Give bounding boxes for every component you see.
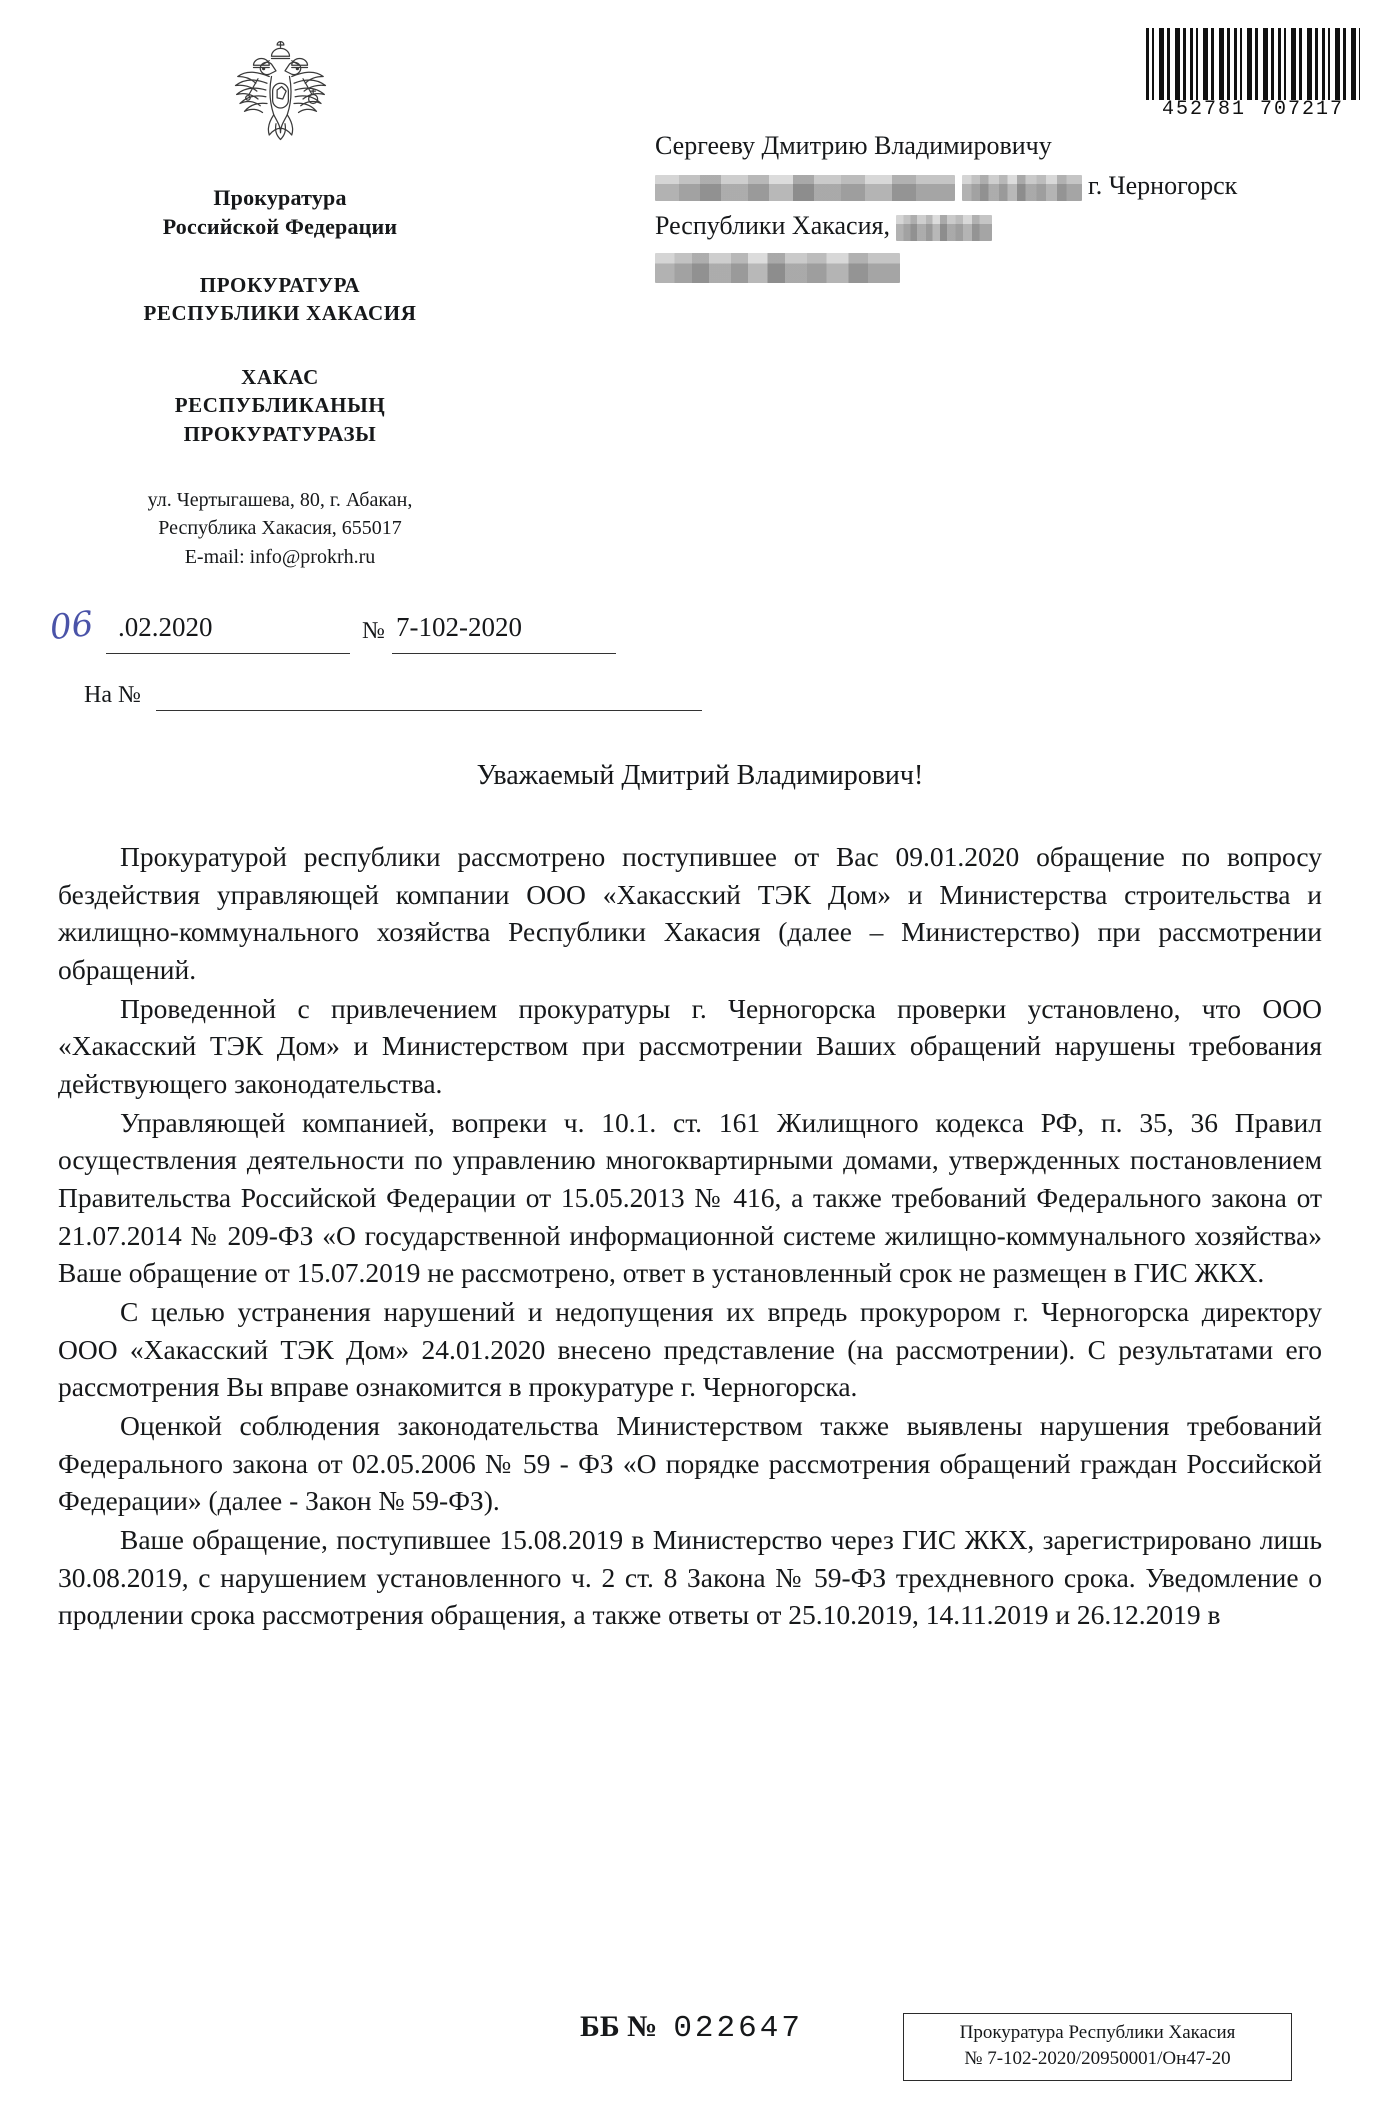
document-date: .02.2020 — [118, 612, 213, 642]
letterhead-address — [60, 486, 500, 572]
recipient-address-line1 — [655, 166, 1295, 206]
letterhead-rf-line2: Российской Федерации — [162, 214, 398, 240]
barcode-digits: 452781 707217 — [1161, 98, 1345, 121]
redacted-address-part4 — [655, 253, 900, 283]
barcode-bars — [1146, 28, 1360, 100]
form-number-digits: 022647 — [673, 2011, 803, 2046]
russian-coat-of-arms-icon — [213, 36, 348, 171]
letterhead-region-line2: РЕСПУБЛИКИ ХАКАСИЯ — [143, 301, 417, 326]
letterhead-khakas-line1: ХАКАС — [241, 365, 319, 390]
reference-label: На № — [84, 682, 141, 708]
recipient-address-line3 — [655, 246, 1295, 286]
form-number-prefix: ББ № — [580, 2010, 658, 2043]
letterhead-khakas-line3: ПРОКУРАТУРАЗЫ — [183, 421, 377, 446]
stamp-line1: Прокуратура Республики Хакасия — [959, 2022, 1236, 2043]
recipient-block — [655, 126, 1295, 286]
body-paragraph-5: Оценкой соблюдения законодательства Министерством также выявлены нарушения требований Федерального закона от 02.05.2006 № 59 - ФЗ «О порядке рассмотрения обращений граждан Российской Федерации» (далее - Закон № 59-ФЗ). — [58, 1410, 1322, 1517]
letterhead-region — [60, 271, 500, 327]
registration-stamp — [903, 2013, 1292, 2081]
number-label: № — [362, 618, 385, 644]
document-number: 7-102-2020 — [396, 612, 522, 642]
body-paragraph-6: Ваше обращение, поступившее 15.08.2019 в Министерство через ГИС ЖКХ, зарегистрировано лишь 30.08.2019, с нарушением установленного ч. 2 ст. 8 Закона № 59-ФЗ трехдневного срока. Уведомление о продлении срока рассмотрения обращения, а также ответы от 25.10.2019, 14.11.2019 и 26.12.2019 в — [58, 1524, 1322, 1631]
date-number-row — [44, 603, 614, 658]
letterhead-khakas-line2: РЕСПУБЛИКАНЫҢ — [174, 393, 386, 418]
recipient-republic: Республики Хакасия, — [655, 211, 890, 240]
body-paragraph-1: Прокуратурой республики рассмотрено поступившее от Вас 09.01.2020 обращение по вопросу бездействия управляющей компании ООО «Хакасский ТЭК Дом» и Министерства строительства и жилищно-коммунального хозяйства Республики Хакасия (далее – Министерство) при рассмотрении обращений. — [58, 841, 1322, 986]
body-paragraph-2: Проведенной с привлечением прокуратуры г. Черногорска проверки установлено, что ООО «Хакасский ТЭК Дом» и Министерством при рассмотрении Ваших обращений нарушены требования действующего законодательства. — [58, 992, 1322, 1100]
reference-row — [84, 682, 624, 716]
form-number — [580, 2010, 803, 2046]
redacted-address-part2 — [962, 175, 1082, 201]
body-paragraph-3: Управляющей компанией, вопреки ч. 10.1. ст. 161 Жилищного кодекса РФ, п. 35, 36 Правил осуществления деятельности по управлению многоквартирными домами, утвержденных постановлением Правительства Российской Федерации от 15.05.2013 № 416, а также требований Федерального закона от 21.07.2014 № 209-ФЗ «О государственной информационной системе жилищно-коммунального хозяйства» Ваше обращение от 15.07.2019 не рассмотрено, ответ в установленный срок не размещен в ГИС ЖКХ. — [58, 1106, 1322, 1289]
letterhead-russia — [60, 183, 500, 241]
stamp-line2: № 7-102-2020/20950001/Он47-20 — [964, 2048, 1231, 2070]
recipient-city: г. Черногорск — [1088, 171, 1238, 200]
number-rule — [392, 653, 616, 654]
letterhead-rf-line1: Прокуратура — [213, 185, 347, 210]
date-rule — [106, 653, 350, 654]
letter-body — [58, 838, 1322, 1634]
recipient-address-line2 — [655, 206, 1295, 246]
recipient-name: Сергееву Дмитрию Владимировичу — [655, 131, 1052, 160]
address-region: Республика Хакасия, 655017 — [158, 517, 402, 540]
redacted-address-part3 — [896, 215, 992, 241]
letterhead — [60, 36, 500, 572]
address-street: ул. Чертыгашева, 80, г. Абакан, — [147, 488, 413, 511]
reference-rule — [156, 710, 702, 711]
body-paragraph-4: С целью устранения нарушений и недопущения их впредь прокурором г. Черногорска директору ООО «Хакасский ТЭК Дом» 24.01.2020 внесено представление (на рассмотрении). С результатами его рассмотрения Вы вправе ознакомится в прокуратуре г. Черногорска. — [58, 1296, 1322, 1403]
letterhead-region-line1: ПРОКУРАТУРА — [199, 273, 361, 298]
redacted-address-part1 — [655, 175, 955, 201]
address-email: E-mail: info@prokrh.ru — [184, 546, 376, 569]
letterhead-khakas — [60, 363, 500, 447]
salutation: Уважаемый Дмитрий Владимирович! — [476, 760, 924, 791]
document-barcode — [1146, 28, 1360, 121]
handwritten-day: 06 — [48, 603, 96, 649]
